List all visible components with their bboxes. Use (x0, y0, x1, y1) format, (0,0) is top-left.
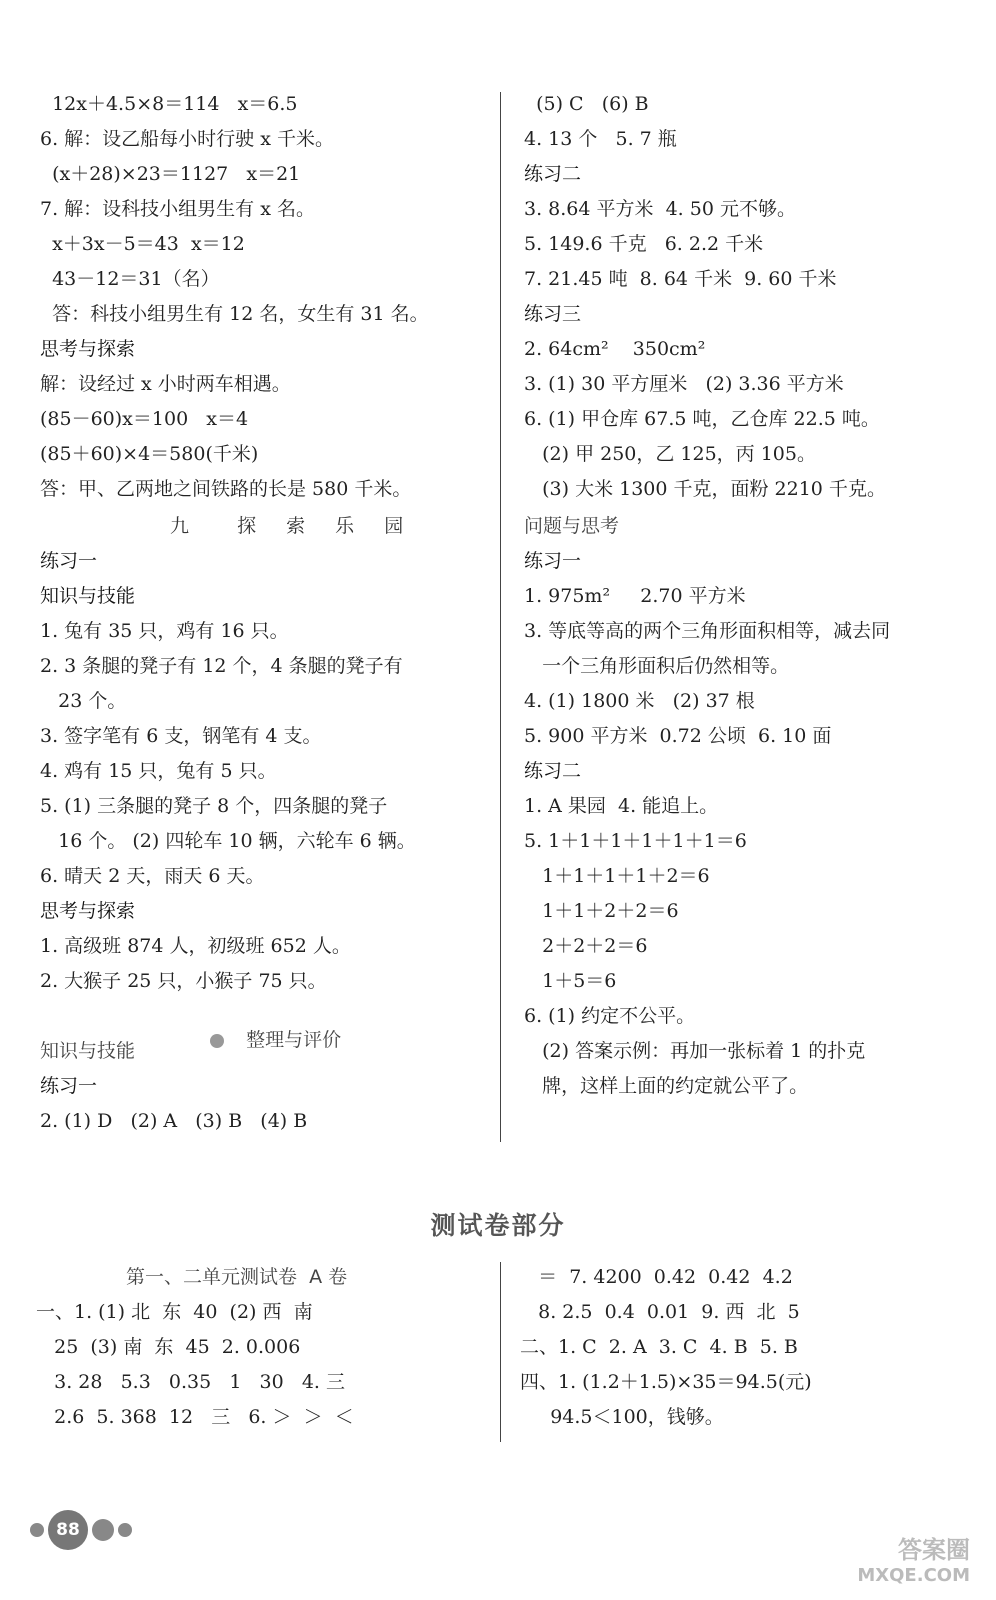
answer-line: 7. 解：设科技小组男生有 x 名。 (40, 198, 315, 220)
page-number: 88 (48, 1510, 88, 1550)
answer-line: 23 个。 (40, 690, 127, 712)
answer-line: 1. 兔有 35 只，鸡有 16 只。 (40, 620, 289, 642)
answer-line: 3. 8.64 平方米 4. 50 元不够。 (524, 198, 796, 220)
answer-line: 6. 晴天 2 天，雨天 6 天。 (40, 865, 265, 887)
subheading: 练习一 (40, 1075, 98, 1097)
answer-line: 5. 1＋1＋1＋1＋1＋1＝6 (524, 830, 747, 852)
watermark-text: 答案圈 (898, 1536, 970, 1564)
column-divider (500, 1262, 501, 1442)
answer-line: 16 个。 (2) 四轮车 10 辆，六轮车 6 辆。 (40, 830, 416, 852)
answer-line: x＋3x－5＝43 x＝12 (40, 233, 245, 255)
answer-line: 答：甲、乙两地之间铁路的长是 580 千米。 (40, 478, 412, 500)
section-title-text: 整理与评价 (246, 1029, 342, 1051)
answer-line: (2) 甲 250，乙 125，丙 105。 (524, 443, 816, 465)
answer-line: (2) 答案示例：再加一张标着 1 的扑克 (524, 1040, 866, 1062)
answer-line: 4. 鸡有 15 只，兔有 5 只。 (40, 760, 277, 782)
answer-line: (3) 大米 1300 千克，面粉 2210 千克。 (524, 478, 886, 500)
answer-line: 12x＋4.5×8＝114 x＝6.5 (40, 93, 298, 115)
answer-line: 2. 大猴子 25 只，小猴子 75 只。 (40, 970, 327, 992)
answer-line: (x＋28)×23＝1127 x＝21 (40, 163, 301, 185)
answer-line: (85＋60)×4＝580(千米) (40, 443, 259, 465)
answer-line: 25 (3) 南 东 45 2. 0.006 (36, 1336, 301, 1358)
answer-line: 2＋2＋2＝6 (524, 935, 648, 957)
answer-line: 牌，这样上面的约定就公平了。 (524, 1075, 809, 1097)
answer-line: 6. 解：设乙船每小时行驶 x 千米。 (40, 128, 334, 150)
subheading: 思考与探索 (40, 338, 136, 360)
subheading: 练习一 (40, 550, 98, 572)
column-divider (500, 92, 501, 1142)
test-title: 第一、二单元测试卷 A 卷 (126, 1266, 348, 1288)
answer-line: 5. 149.6 千克 6. 2.2 千米 (524, 233, 764, 255)
answer-line: 1＋5＝6 (524, 970, 617, 992)
answer-line: 5. (1) 三条腿的凳子 8 个，四条腿的凳子 (40, 795, 388, 817)
answer-line: 2. 64cm² 350cm² (524, 338, 706, 360)
decor-dot (92, 1519, 114, 1541)
answer-line: 1. A 果园 4. 能追上。 (524, 795, 719, 817)
answer-line: 6. (1) 约定不公平。 (524, 1005, 696, 1027)
answer-line: 3. 28 5.3 0.35 1 30 4. 三 (36, 1371, 346, 1393)
answer-line: 1＋1＋2＋2＝6 (524, 900, 679, 922)
answer-line: 4. 13 个 5. 7 瓶 (524, 128, 677, 150)
answer-line: 3. 签字笔有 6 支，钢笔有 4 支。 (40, 725, 322, 747)
gear-icon (210, 1034, 224, 1048)
subheading: 知识与技能 (40, 1040, 136, 1062)
answer-line: 1＋1＋1＋1＋2＝6 (524, 865, 710, 887)
answer-line: 3. (1) 30 平方厘米 (2) 3.36 平方米 (524, 373, 844, 395)
subheading: 练习一 (524, 550, 582, 572)
watermark (857, 1530, 970, 1586)
decor-dot (118, 1523, 132, 1537)
subheading: 练习二 (524, 163, 582, 185)
subheading: 问题与思考 (524, 515, 620, 537)
answer-line: 5. 900 平方米 0.72 公顷 6. 10 面 (524, 725, 832, 747)
section-title: 九 探 索 乐 园 (170, 515, 416, 537)
answer-line: 一个三角形面积后仍然相等。 (524, 655, 790, 677)
decor-dot (30, 1523, 44, 1537)
subheading: 思考与探索 (40, 900, 136, 922)
answer-line: 6. (1) 甲仓库 67.5 吨，乙仓库 22.5 吨。 (524, 408, 880, 430)
watermark-url: MXQE.COM (857, 1565, 970, 1586)
answer-line: 2. 3 条腿的凳子有 12 个，4 条腿的凳子有 (40, 655, 403, 677)
answer-line: 二、1. C 2. A 3. C 4. B 5. B (520, 1336, 798, 1358)
answer-line: 解：设经过 x 小时两车相遇。 (40, 373, 291, 395)
subheading: 练习二 (524, 760, 582, 782)
subheading: 知识与技能 (40, 585, 136, 607)
answer-line: ＝ 7. 4200 0.42 0.42 4.2 (520, 1266, 793, 1288)
answer-line: 2. (1) D (2) A (3) B (4) B (40, 1110, 308, 1132)
answer-line: 2.6 5. 368 12 三 6. ＞ ＞ ＜ (36, 1406, 354, 1428)
answer-line: 1. 高级班 874 人，初级班 652 人。 (40, 935, 351, 957)
answer-line: (5) C (6) B (524, 93, 649, 115)
subheading: 练习三 (524, 303, 582, 325)
answer-line: 答：科技小组男生有 12 名，女生有 31 名。 (40, 303, 429, 325)
answer-line: 7. 21.45 吨 8. 64 千米 9. 60 千米 (524, 268, 837, 290)
answer-line: 3. 等底等高的两个三角形面积相等，减去同 (524, 620, 891, 642)
answer-line: 43－12＝31（名） (40, 268, 220, 290)
answer-line: 一、1. (1) 北 东 40 (2) 西 南 (36, 1301, 313, 1323)
section-title (186, 1004, 342, 1051)
answer-line: 8. 2.5 0.4 0.01 9. 西 北 5 (520, 1301, 800, 1323)
answer-line: (85－60)x＝100 x＝4 (40, 408, 249, 430)
test-section-title: 测试卷部分 (430, 1211, 566, 1240)
answer-line: 4. (1) 1800 米 (2) 37 根 (524, 690, 755, 712)
page-number-badge (30, 1510, 132, 1550)
answer-line: 94.5＜100，钱够。 (520, 1406, 724, 1428)
answer-line: 1. 975m² 2.70 平方米 (524, 585, 746, 607)
answer-line: 四、1. (1.2＋1.5)×35＝94.5(元) (520, 1371, 812, 1393)
